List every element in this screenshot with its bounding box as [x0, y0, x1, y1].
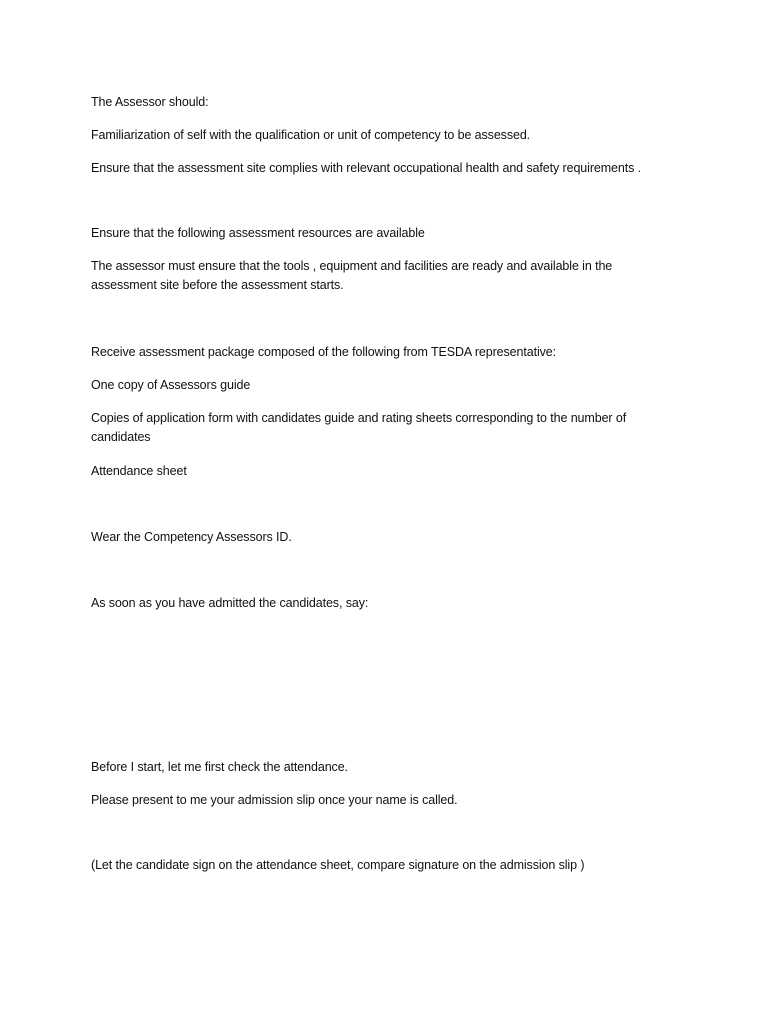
paragraph-tools-equipment: The assessor must ensure that the tools , equipment and facilities are ready and available in the assessment site before the assessment starts.: [91, 259, 613, 292]
paragraph-familiarization: Familiarization of self with the qualification or unit of competency to be assessed.: [91, 128, 531, 142]
paragraph-attendance-sheet: Attendance sheet: [91, 464, 187, 478]
paragraph-admitted-say: As soon as you have admitted the candidates, say:: [91, 596, 369, 610]
paragraph-assessors-guide: One copy of Assessors guide: [91, 378, 251, 392]
paragraph-ensure-site-complies: Ensure that the assessment site complies with relevant occupational health and safety requirements .: [91, 161, 642, 175]
paragraph-application-forms: Copies of application form with candidates guide and rating sheets corresponding to the number of candidates: [91, 411, 627, 444]
paragraph-receive-package: Receive assessment package composed of the following from TESDA representative:: [91, 345, 557, 359]
paragraph-wear-id: Wear the Competency Assessors ID.: [91, 530, 292, 544]
paragraph-ensure-resources: Ensure that the following assessment resources are available: [91, 226, 425, 240]
paragraph-assessor-should: The Assessor should:: [91, 95, 209, 109]
paragraph-check-attendance: Before I start, let me first check the attendance.: [91, 760, 348, 774]
paragraph-sign-instruction: (Let the candidate sign on the attendance sheet, compare signature on the admission slip ): [91, 858, 585, 872]
paragraph-admission-slip: Please present to me your admission slip once your name is called.: [91, 793, 458, 807]
